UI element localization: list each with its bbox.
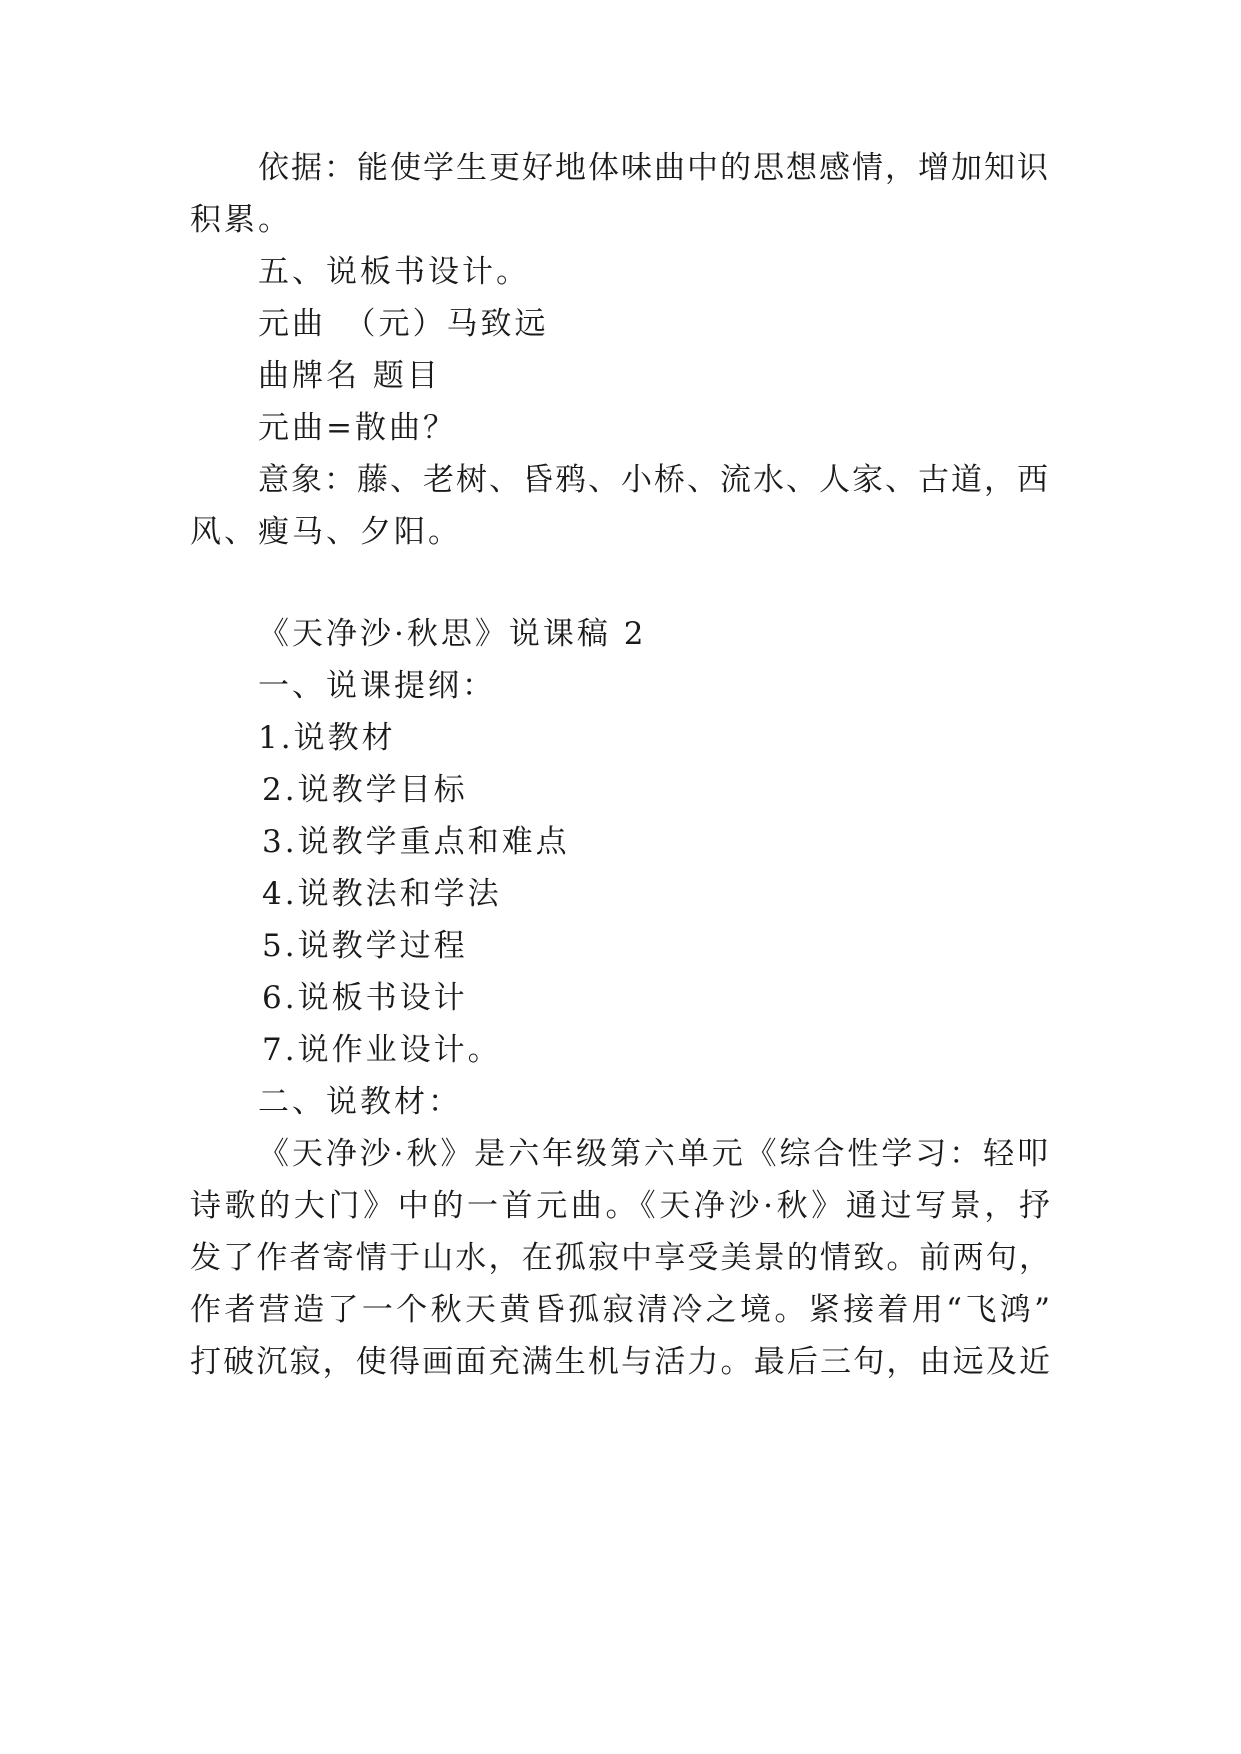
paragraph-basis-line1: 依据：能使学生更好地体味曲中的思想感情，增加知识: [258, 150, 1048, 186]
board-line-imagery-1: 意象：藤、老树、昏鸦、小桥、流水、人家、古道，西: [258, 462, 1048, 498]
paragraph-textbook-line3: 发了作者寄情于山水，在孤寂中享受美景的情致。前两句，: [190, 1240, 1050, 1276]
outline-item-5: 5.说教学过程: [262, 928, 468, 964]
paragraph-basis-line2: 积累。: [190, 202, 292, 238]
board-line-yuanqu-sanqu: 元曲=散曲？: [258, 410, 457, 446]
board-line-qupai-title: 曲牌名 题目: [258, 358, 441, 394]
paragraph-textbook-line4: 作者营造了一个秋天黄昏孤寂清冷之境。紧接着用“飞鸿”: [190, 1292, 1050, 1328]
document-title-lecture-2: 《天净沙·秋思》说课稿 2: [258, 616, 647, 652]
outline-item-3: 3.说教学重点和难点: [262, 824, 570, 860]
outline-item-2: 2.说教学目标: [262, 772, 468, 808]
outline-item-1: 1.说教材: [258, 720, 396, 756]
outline-item-6: 6.说板书设计: [262, 980, 468, 1016]
section-heading-textbook: 二、说教材：: [258, 1084, 462, 1120]
outline-item-7: 7.说作业设计。: [262, 1032, 502, 1068]
paragraph-textbook-line5: 打破沉寂，使得画面充满生机与活力。最后三句，由远及近: [190, 1344, 1050, 1380]
section-heading-board-design: 五、说板书设计。: [258, 254, 530, 290]
section-heading-outline: 一、说课提纲：: [258, 668, 496, 704]
paragraph-textbook-line2: 诗歌的大门》中的一首元曲。《天净沙·秋》通过写景，抒: [190, 1188, 1050, 1224]
board-line-yuanqu-author: 元曲 （元）马致远: [258, 306, 549, 342]
paragraph-textbook-line1: 《天净沙·秋》是六年级第六单元《综合性学习：轻叩: [258, 1136, 1048, 1172]
board-line-imagery-2: 风、瘦马、夕阳。: [190, 514, 462, 550]
outline-item-4: 4.说教法和学法: [262, 876, 502, 912]
